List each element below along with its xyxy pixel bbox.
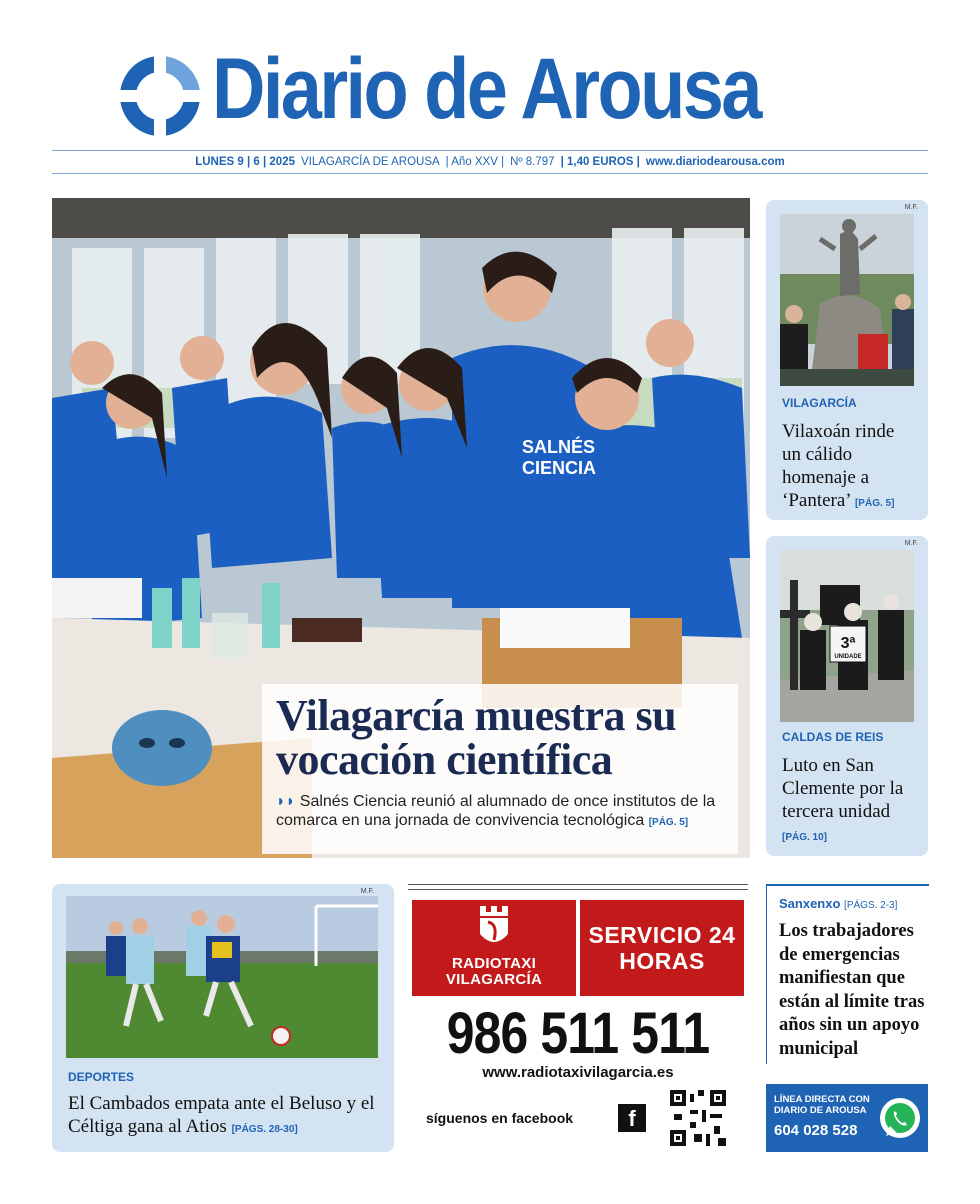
issue-place: VILAGARCÍA DE AROUSA (300, 156, 440, 168)
ad-website[interactable]: www.radiotaxivilagarcia.es (482, 1064, 674, 1081)
ad-phone[interactable]: 986 511 511 (446, 1001, 710, 1066)
sign-text: 3ª (840, 635, 856, 652)
statue-photo (780, 214, 914, 386)
facebook-icon[interactable]: f (618, 1104, 646, 1132)
procession-photo (780, 550, 914, 722)
teaser-vilagarcia[interactable] (766, 200, 928, 520)
newspaper-title: Diario de Arousa (212, 41, 760, 137)
teaser-caldas[interactable] (766, 536, 928, 856)
teaser-title-text: Vilaxoán rinde un cálido homenaje a ‘Pantera’ (782, 421, 895, 511)
radiotaxi-ad[interactable] (408, 884, 748, 1152)
sanxenxo-title[interactable]: Los trabajadores de emergencias manifiestan que están al límite tras años sin un apoyo municipal (779, 921, 925, 1059)
teaser-title[interactable] (782, 754, 918, 849)
teaser-section: VILAGARCÍA (782, 396, 857, 410)
website-link[interactable]: www.diariodearousa.com (645, 156, 785, 168)
hero-caption-box (262, 684, 738, 854)
ad-brand-panel (412, 900, 576, 996)
sanxenxo-place-text: Sanxenxo (779, 896, 841, 911)
sports-page-ref[interactable]: [PÁGS. 28-30] (231, 1124, 298, 1135)
taxi-crest-icon (476, 906, 512, 950)
issue-date: LUNES 9 | 6 | 2025 (195, 156, 295, 168)
issue-number: Nº 8.797 (510, 156, 555, 168)
hero-headline[interactable]: Vilagarcía muestra su vocación científica (276, 691, 677, 784)
whatsapp-icon[interactable] (876, 1094, 924, 1142)
sports-teaser[interactable] (52, 884, 394, 1152)
shirt-print: CIENCIA (522, 458, 597, 478)
hero-page-ref[interactable]: [PÁG. 5] (648, 817, 689, 828)
teaser-page-ref[interactable]: [PÁG. 10] (782, 832, 828, 843)
sanxenxo-page-ref[interactable]: [PÁGS. 2-3] (844, 900, 898, 911)
shirt-print: SALNÉS (522, 437, 596, 457)
dateline (52, 150, 928, 174)
masthead (0, 40, 980, 140)
photo-credit: M.F. (904, 204, 918, 211)
whatsapp-number[interactable]: 604 028 528 (774, 1122, 858, 1139)
hero-photo[interactable] (52, 198, 750, 858)
whatsapp-label: LÍNEA DIRECTA CON DIARIO DE AROUSA (774, 1094, 870, 1116)
sports-section: DEPORTES (68, 1070, 135, 1084)
whatsapp-contact[interactable] (766, 1084, 928, 1152)
issue-year: | Año XXV | (445, 156, 505, 168)
ad-brand: RADIOTAXI VILAGARCÍA (445, 955, 543, 988)
football-photo (66, 896, 378, 1058)
ad-border (408, 884, 748, 890)
photo-credit: M.F. (904, 540, 918, 547)
sign-text: UNIDADE (834, 654, 862, 660)
ad-facebook-text: síguenos en facebook (426, 1110, 574, 1126)
hero-subtitle (276, 792, 724, 832)
issue-price: | 1,40 EUROS | (560, 156, 640, 168)
bullet-mark-icon: ◗◗ (276, 793, 296, 810)
sports-title-text: El Cambados empata ante el Beluso y el Céltiga gana al Atios (68, 1093, 375, 1137)
newspaper-logo-icon (118, 54, 202, 138)
sanxenxo-teaser[interactable] (766, 884, 928, 1064)
teaser-title-text: Luto en San Clemente por la tercera unidad (782, 755, 904, 822)
sanxenxo-place (779, 896, 897, 911)
ad-service: SERVICIO 24 HORAS (580, 900, 744, 996)
teaser-page-ref[interactable]: [PÁG. 5] (854, 498, 895, 509)
photo-credit: M.F. (360, 888, 374, 895)
sports-title[interactable] (68, 1092, 384, 1141)
hero-subtitle-text: Salnés Ciencia reunió al alumnado de once institutos de la comarca en una jornada de convivencia tecnológica (276, 793, 716, 829)
sanxenxo-rule (767, 884, 929, 886)
teaser-section: CALDAS DE REIS (782, 730, 884, 744)
qr-code-icon[interactable] (670, 1090, 726, 1146)
teaser-title[interactable] (782, 420, 918, 515)
